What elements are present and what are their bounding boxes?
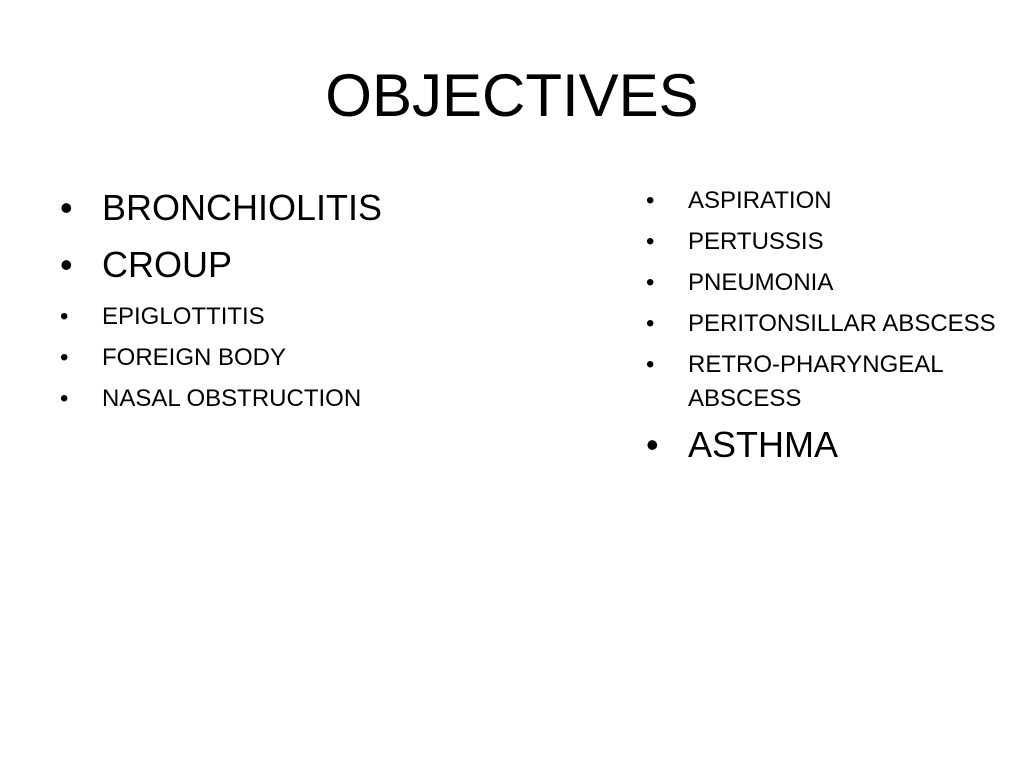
list-item-text: RETRO-PHARYNGEAL ABSCESS	[688, 351, 943, 412]
list-item-text: CROUP	[102, 244, 233, 285]
list-item-text: EPIGLOTTITIS	[102, 303, 265, 330]
right-bullet-list	[646, 184, 1016, 480]
bullet-icon: •	[646, 187, 655, 214]
bullet-icon: •	[60, 385, 69, 412]
left-bullet-list	[60, 186, 500, 423]
list-item	[646, 266, 1016, 300]
list-item	[646, 423, 1016, 467]
slide-title: OBJECTIVES	[325, 62, 699, 129]
list-item-text: PNEUMONIA	[688, 269, 834, 296]
bullet-icon: •	[60, 244, 73, 285]
bullet-icon: •	[646, 351, 655, 378]
list-item-text: ASPIRATION	[688, 187, 832, 214]
list-item	[60, 341, 500, 375]
list-item-text: PERTUSSIS	[688, 228, 824, 255]
list-item-text: NASAL OBSTRUCTION	[102, 385, 362, 412]
bullet-icon: •	[60, 303, 69, 330]
list-item	[60, 300, 500, 334]
list-item-text: PERITONSILLAR ABSCESS	[688, 310, 996, 337]
bullet-icon: •	[646, 310, 655, 337]
bullet-icon: •	[646, 424, 659, 465]
list-item-text: FOREIGN BODY	[102, 344, 287, 371]
list-item-text: BRONCHIOLITIS	[102, 187, 383, 228]
list-item	[60, 243, 500, 287]
list-item	[646, 225, 1016, 259]
list-item	[646, 184, 1016, 218]
list-item	[60, 186, 500, 230]
bullet-icon: •	[646, 228, 655, 255]
list-item-text: ASTHMA	[688, 424, 839, 465]
list-item	[60, 382, 500, 416]
bullet-icon: •	[60, 344, 69, 371]
bullet-icon: •	[646, 269, 655, 296]
list-item	[646, 348, 1016, 416]
bullet-icon: •	[60, 187, 73, 228]
list-item	[646, 307, 1016, 341]
